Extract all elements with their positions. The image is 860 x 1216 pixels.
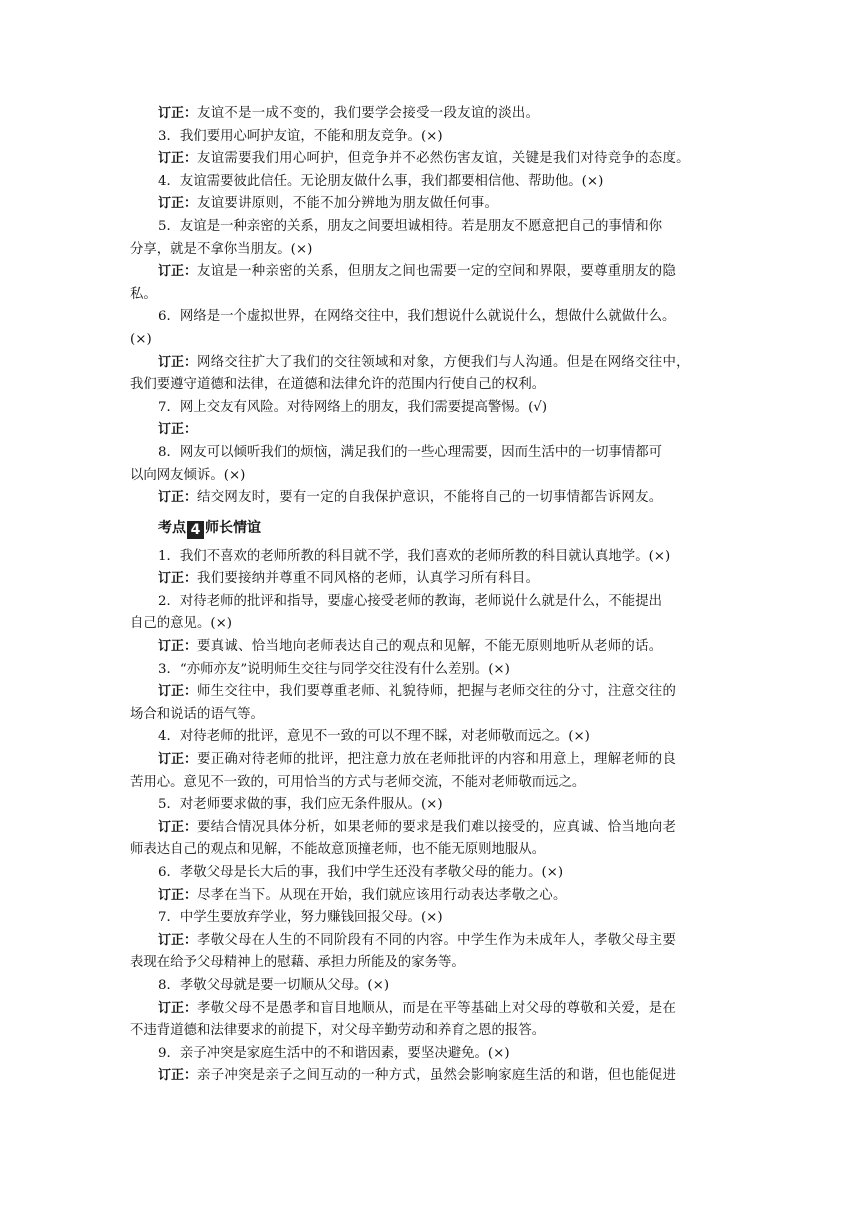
- document-page: [130, 103, 733, 1088]
- continuation-line: 场合和说话的语气等。: [130, 706, 264, 722]
- correction-line: [130, 885, 733, 908]
- continuation-line: 我们要遵守道德和法律，在道德和法律允许的范围内行使自己的权利。: [130, 377, 546, 393]
- continuation-line: 师表达自己的观点和见解，不能故意顶撞老师，也不能无原则地服从。: [130, 842, 546, 858]
- correction-line: [130, 998, 733, 1021]
- section-prefix: 考点: [158, 519, 186, 536]
- correction-text: 友谊不是一成不变的，我们要学会接受一段友谊的淡出。: [197, 106, 540, 121]
- correction-label: 订正：: [158, 1068, 198, 1084]
- question-line: 4．友谊需要彼此信任。无论朋友做什么事，我们都要相信他、帮助他。(×): [158, 173, 604, 189]
- section-number-badge: 4: [187, 521, 204, 539]
- correction-text: 结交网友时，要有一定的自我保护意识，不能将自己的一切事情都告诉网友。: [197, 490, 663, 506]
- continuation-line: (×): [130, 331, 152, 347]
- correction-line: [130, 930, 733, 953]
- question-line: 7．中学生要放弃学业，努力赚钱回报父母。(×): [158, 910, 443, 926]
- correction-text: 友谊是一种亲密的关系，但朋友之间也需要一定的空间和界限，要尊重朋友的隐: [197, 264, 677, 280]
- correction-line: [130, 103, 733, 126]
- question-line: 1．我们不喜欢的老师所教的科目就不学，我们喜欢的老师所教的科目就认真地学。(×): [158, 548, 671, 564]
- teacher-parent-exercises: [130, 546, 733, 1088]
- continuation-line: 苦用心。意见不一致的，可用恰当的方式与老师交流，不能对老师敬而远之。: [130, 774, 586, 790]
- question-line: 8．网友可以倾听我们的烦恼，满足我们的一些心理需要，因而生活中的一切事情都可: [158, 444, 662, 460]
- question-line: 2．对待老师的批评和指导，要虚心接受老师的教诲，老师说什么就是什么，不能提出: [158, 593, 662, 609]
- correction-label: 订正：: [158, 684, 198, 700]
- correction-line: [130, 1065, 733, 1088]
- correction-label: 订正：: [158, 639, 198, 655]
- correction-line: [130, 148, 733, 171]
- question-line: 9．亲子冲突是家庭生活中的不和谐因素，要坚决避免。(×): [158, 1045, 510, 1061]
- correction-label: 订正：: [158, 196, 198, 212]
- continuation-line: 私。: [130, 286, 157, 302]
- question-line: 5．友谊是一种亲密的关系，朋友之间要坦诚相待。若是朋友不愿意把自己的事情和你: [158, 218, 662, 234]
- correction-line: [130, 568, 733, 591]
- continuation-line: 分享，就是不拿你当朋友。(×): [130, 241, 313, 257]
- section-heading: [130, 516, 733, 540]
- correction-label: 订正：: [158, 887, 198, 903]
- correction-label: 订正：: [158, 752, 198, 768]
- correction-line: [130, 636, 733, 659]
- correction-line: [130, 352, 733, 375]
- correction-text: 我们要接纳并尊重不同风格的老师，认真学习所有科目。: [197, 571, 540, 587]
- question-line: 3．我们要用心呵护友谊，不能和朋友竞争。(×): [158, 128, 443, 144]
- question-line: 3．“亦师亦友”说明师生交往与同学交往没有什么差别。(×): [158, 661, 510, 677]
- correction-text: 亲子冲突是亲子之间互动的一种方式，虽然会影响家庭生活的和谐，但也能促进: [197, 1068, 677, 1084]
- correction-line: [130, 487, 733, 510]
- continuation-line: 表现在给予父母精神上的慰藉、承担力所能及的家务等。: [130, 955, 465, 971]
- correction-text: 尽孝在当下。从现在开始，我们就应该用行动表达孝敬之心。: [197, 887, 567, 903]
- correction-text: 友谊要讲原则，不能不加分辨地为朋友做任何事。: [197, 196, 499, 212]
- correction-label: 订正：: [158, 819, 198, 835]
- correction-line: [130, 193, 733, 216]
- correction-label: 订正：: [158, 490, 198, 506]
- correction-label: 订正：: [158, 422, 198, 438]
- correction-text: 孝敬父母在人生的不同阶段有不同的内容。中学生作为未成年人，孝敬父母主要: [197, 932, 677, 948]
- correction-label: 订正：: [158, 571, 198, 587]
- correction-label: 订正：: [158, 151, 198, 167]
- question-line: 6．孝敬父母是长大后的事，我们中学生还没有孝敬父母的能力。(×): [158, 865, 564, 880]
- correction-label: 订正：: [158, 354, 198, 370]
- correction-text: 网络交往扩大了我们的交往领域和对象，方便我们与人沟通。但是在网络交往中，: [197, 354, 690, 370]
- correction-text: 要真诚、恰当地向老师表达自己的观点和见解，不能无原则地听从老师的话。: [197, 639, 663, 655]
- friendship-exercises: [130, 103, 733, 510]
- question-line: 5．对老师要求做的事，我们应无条件服从。(×): [158, 797, 443, 813]
- section-title: 师长情谊: [205, 519, 261, 536]
- correction-line: [130, 749, 733, 772]
- continuation-line: 自己的意见。(×): [130, 616, 233, 632]
- correction-line: [130, 261, 733, 284]
- question-line: 6．网络是一个虚拟世界，在网络交往中，我们想说什么就说什么，想做什么就做什么。: [158, 309, 676, 325]
- correction-text: 孝敬父母不是愚孝和盲目地顺从，而是在平等基础上对父母的尊敬和关爱，是在: [197, 1000, 677, 1016]
- correction-text: 要正确对待老师的批评，把注意力放在老师批评的内容和用意上，理解老师的良: [197, 752, 677, 768]
- question-line: 4．对待老师的批评，意见不一致的可以不理不睬，对老师敬而远之。(×): [158, 729, 590, 745]
- correction-label: 订正：: [158, 264, 198, 280]
- correction-line: [130, 817, 733, 840]
- correction-text: 友谊需要我们用心呵护，但竞争并不必然伤害友谊，关键是我们对待竞争的态度。: [197, 151, 690, 167]
- question-line: 7．网上交友有风险。对待网络上的朋友，我们需要提高警惕。(√): [158, 399, 548, 415]
- correction-label: 订正：: [158, 932, 198, 948]
- correction-text: 师生交往中，我们要尊重老师、礼貌待师，把握与老师交往的分寸，注意交往的: [197, 684, 677, 700]
- continuation-line: 以向网友倾诉。(×): [130, 467, 246, 483]
- correction-line: [130, 681, 733, 704]
- correction-label: 订正：: [158, 1000, 198, 1016]
- correction-text: 要结合情况具体分析，如果老师的要求是我们难以接受的，应真诚、恰当地向老: [197, 819, 677, 835]
- correction-line: [130, 419, 733, 442]
- correction-label: 订正：: [158, 106, 198, 121]
- question-line: 8．孝敬父母就是要一切顺从父母。(×): [158, 977, 390, 993]
- continuation-line: 不违背道德和法律要求的前提下，对父母辛勤劳动和养育之恩的报答。: [130, 1023, 546, 1039]
